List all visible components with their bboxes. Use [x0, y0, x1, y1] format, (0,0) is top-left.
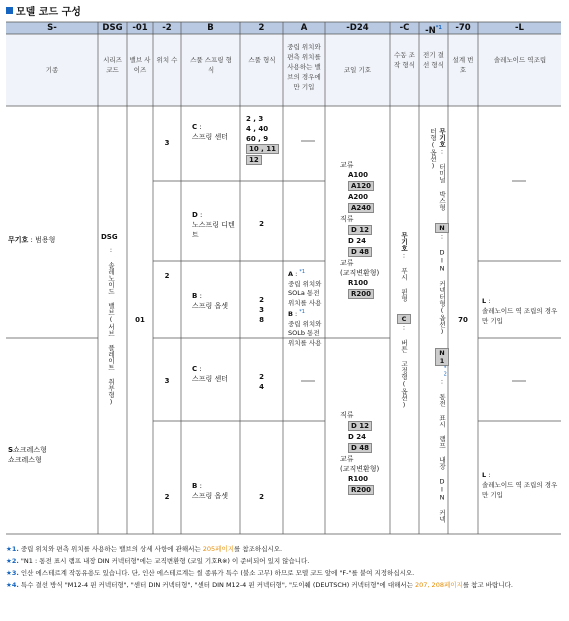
wiring-options: 무기호: 터미널 박스형 N: DIN 커넥터형(옵션) N1$^{*2}$: 통전 표시 램프 내장 DIN 커넥터형(옵션)	[429, 128, 449, 523]
footnote: ★4. 특수 결선 방식 "M12-4 핀 커넥터형", "센터 DIN 커넥터형", "센터 DIN M12-4 핀 커넥터형", "도이췌 (DEUTSCH) 커넥터형"에 대해서는 207, 208페이지를 참고 바랍니다.	[6, 581, 513, 589]
label-coil: 코일 기호	[343, 66, 372, 74]
spring-detent: D : 노스프링 디텐트	[192, 211, 235, 239]
model-shockless: S쇼크레스형 쇼크레스형	[8, 446, 47, 464]
spring-center-2: C : 스프링 센터	[192, 365, 229, 383]
spool-b1: 2 3 8	[259, 296, 264, 324]
design-number: 70	[458, 316, 468, 324]
spring-center-1: C : 스프링 센터	[192, 123, 229, 141]
code-model: S-	[47, 23, 57, 33]
code-positions: -2	[162, 23, 172, 33]
coil-list-1: 교류 A100 A120 A200 A240 직류 D 12 D 24 D 48 교류 (교직변환형) R100 R200	[340, 161, 380, 298]
spring-offset-2: B : 스프링 옵셋	[192, 482, 229, 500]
series-code: DSG	[101, 233, 118, 241]
code-spool: 2	[258, 23, 265, 33]
code-coil: -D24	[346, 23, 369, 33]
code-series: DSG	[102, 23, 123, 33]
spool-list-c1: 2 , 3 4 , 40 60 , 9 10 , 11 12	[246, 114, 279, 165]
label-spring: 스풀 스프링 형식	[190, 56, 232, 74]
rev-option-2: L : 솔레노이드 역 조립의 경우만 기입	[482, 471, 558, 499]
footnote: ★3. 인산 에스테르계 작동유용도 있습니다. 단, 인산 에스테르계는 씰 종류가 특수 (불소 고무) 하므로 모델 코드 앞에 "F-"를 붙여 지정하십시오.	[6, 569, 415, 577]
page-link[interactable]: 205페이지	[202, 545, 235, 553]
label-rev: 솔레노이드 역조립	[493, 56, 547, 64]
footnotes	[6, 543, 561, 591]
label-manual: 수동 조작 형식	[394, 51, 415, 69]
code-rev: -L	[515, 23, 524, 33]
spool-c2: 2 4	[259, 373, 264, 391]
label-positions: 위치 수	[156, 56, 178, 64]
label-series: 시리즈 코드	[103, 56, 122, 74]
positions-2b: 2	[164, 493, 170, 501]
code-size: -01	[132, 23, 148, 33]
label-spool: 스풀 형식	[248, 56, 276, 64]
page-link[interactable]: 207, 208페이지	[415, 581, 463, 589]
spool-b2: 2	[259, 493, 264, 501]
model-general: 무기호 : 범용형	[8, 236, 56, 244]
label-size: 밸브 사이즈	[129, 56, 151, 74]
code-wiring: $-N^{*1}$	[425, 25, 442, 36]
code-a: A	[300, 23, 308, 33]
label-design: 설계 번호	[452, 56, 474, 74]
series-desc: : 솔레노이드 밸브(서브 플레이트 취부형)	[107, 246, 115, 406]
size-value: 01	[135, 316, 145, 324]
positions-2a: 2	[164, 272, 170, 280]
code-design: -70	[455, 23, 471, 33]
label-a: 중립 위치와 편측 위치를 사용하는 밸브의 경우에만 기입	[287, 43, 321, 91]
positions-3a: 3	[164, 139, 170, 147]
code-manual: -C	[399, 23, 410, 33]
footnote: ★1. 중립 위치와 편측 위치를 사용하는 밸브의 상세 사항에 관해서는 205페이지를 참조하십시오.	[6, 545, 283, 553]
code-spring: B	[207, 23, 214, 33]
a-options: A : $^{*1}$ 중립 위치와 SOLa 통전 위치를 사용 B : $^{*1}$ 중립 위치와 SOLb 통전 위치를 사용	[288, 269, 322, 347]
positions-3b: 3	[164, 377, 170, 385]
label-wiring: 전기 결선 형식	[423, 51, 444, 69]
rev-option-1: L : 솔레노이드 역 조립의 경우만 기입	[482, 297, 558, 325]
spring-offset-1: B : 스프링 옵셋	[192, 292, 229, 310]
coil-list-2: 직류 D 12 D 24 D 48 교류 (교직변환형) R100 R200	[340, 411, 380, 494]
spool-d: 2	[259, 220, 264, 228]
section-title: 모델 코드 구성	[6, 3, 81, 18]
footnote: ★2. "N1 : 통전 표시 램프 내장 DIN 커넥터형"에는 교직변환형 (코일 기호R※) 이 준비되어 있지 않습니다.	[6, 557, 310, 565]
manual-options: 무기호: 푸시 핀형 C: 버튼 고정형(옵션)	[399, 232, 408, 522]
label-model: 기종	[45, 66, 59, 74]
